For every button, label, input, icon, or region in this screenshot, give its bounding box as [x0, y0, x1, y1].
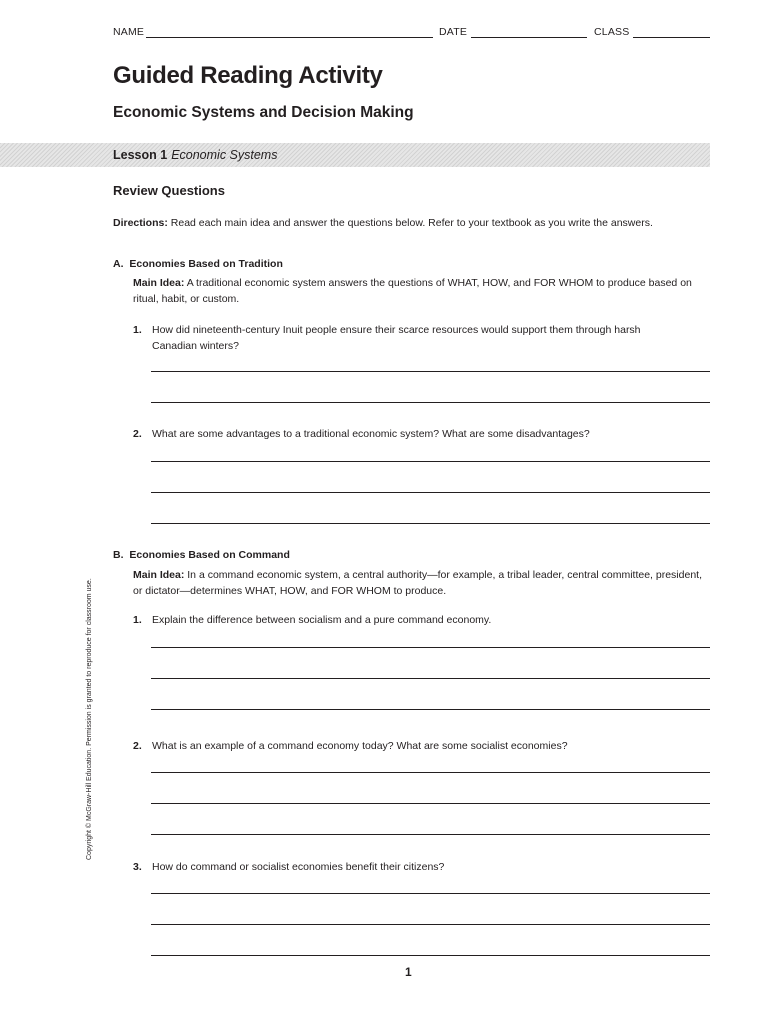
- lesson-heading: [113, 148, 277, 162]
- answer-line[interactable]: [151, 803, 710, 804]
- section-a-main-idea: [133, 275, 710, 307]
- date-label: DATE: [439, 26, 468, 38]
- page-title: Guided Reading Activity: [113, 62, 383, 89]
- main-idea-label: Main Idea:: [133, 277, 185, 289]
- main-idea-label: Main Idea:: [133, 569, 185, 581]
- section-b-main-idea: [133, 567, 710, 599]
- page-subtitle: Economic Systems and Decision Making: [113, 104, 414, 121]
- answer-line[interactable]: [151, 523, 710, 524]
- question-number: 2.: [133, 740, 142, 752]
- lesson-label: Lesson 1: [113, 148, 168, 162]
- name-label: NAME: [113, 26, 145, 38]
- main-idea-text: A traditional economic system answers the questions of WHAT, HOW, and FOR WHOM to produce based on ritual, habit, or custom.: [133, 277, 692, 305]
- section-a-title: Economies Based on Tradition: [129, 258, 283, 270]
- main-idea-text: In a command economic system, a central authority—for example, a tribal leader, central committee, president, or dictator—determines WHAT, HOW, and FOR WHOM to produce.: [133, 569, 702, 597]
- name-field[interactable]: [146, 37, 433, 38]
- copyright-notice: Copyright © McGraw-Hill Education. Permission is granted to reproduce for classroom use.: [86, 578, 93, 860]
- answer-line[interactable]: [151, 402, 710, 403]
- question-b2: [133, 738, 710, 754]
- class-field[interactable]: [633, 37, 710, 38]
- question-text: How did nineteenth-century Inuit people ensure their scarce resources would support them through harsh: [152, 324, 641, 336]
- lesson-band: [0, 143, 710, 167]
- section-b-heading: [113, 549, 290, 561]
- question-number: 3.: [133, 861, 142, 873]
- answer-line[interactable]: [151, 772, 710, 773]
- section-a-letter: A.: [113, 258, 124, 270]
- directions: [113, 215, 710, 231]
- page-number: 1: [405, 965, 412, 979]
- answer-line[interactable]: [151, 678, 710, 679]
- section-b-letter: B.: [113, 549, 124, 561]
- question-b3: [133, 859, 710, 875]
- question-text-cont: Canadian winters?: [152, 340, 239, 352]
- question-a1: [133, 322, 710, 354]
- question-text: What is an example of a command economy today? What are some socialist economies?: [152, 740, 568, 752]
- lesson-name: Economic Systems: [171, 148, 278, 162]
- answer-line[interactable]: [151, 955, 710, 956]
- review-heading: Review Questions: [113, 183, 225, 198]
- section-a-heading: [113, 258, 283, 270]
- question-text: How do command or socialist economies benefit their citizens?: [152, 861, 445, 873]
- question-a2: [133, 426, 710, 442]
- answer-line[interactable]: [151, 834, 710, 835]
- class-label: CLASS: [594, 26, 630, 38]
- question-number: 1.: [133, 614, 142, 626]
- answer-line[interactable]: [151, 709, 710, 710]
- question-number: 1.: [133, 324, 142, 336]
- answer-line[interactable]: [151, 371, 710, 372]
- question-b1: [133, 612, 710, 628]
- answer-line[interactable]: [151, 492, 710, 493]
- answer-line[interactable]: [151, 461, 710, 462]
- directions-label: Directions:: [113, 217, 168, 229]
- answer-line[interactable]: [151, 893, 710, 894]
- question-text: Explain the difference between socialism and a pure command economy.: [152, 614, 492, 626]
- date-field[interactable]: [471, 37, 587, 38]
- question-number: 2.: [133, 428, 142, 440]
- section-b-title: Economies Based on Command: [129, 549, 290, 561]
- answer-line[interactable]: [151, 647, 710, 648]
- question-text: What are some advantages to a traditional economic system? What are some disadvantages?: [152, 428, 590, 440]
- directions-text: Read each main idea and answer the questions below. Refer to your textbook as you write the answers.: [170, 217, 653, 229]
- answer-line[interactable]: [151, 924, 710, 925]
